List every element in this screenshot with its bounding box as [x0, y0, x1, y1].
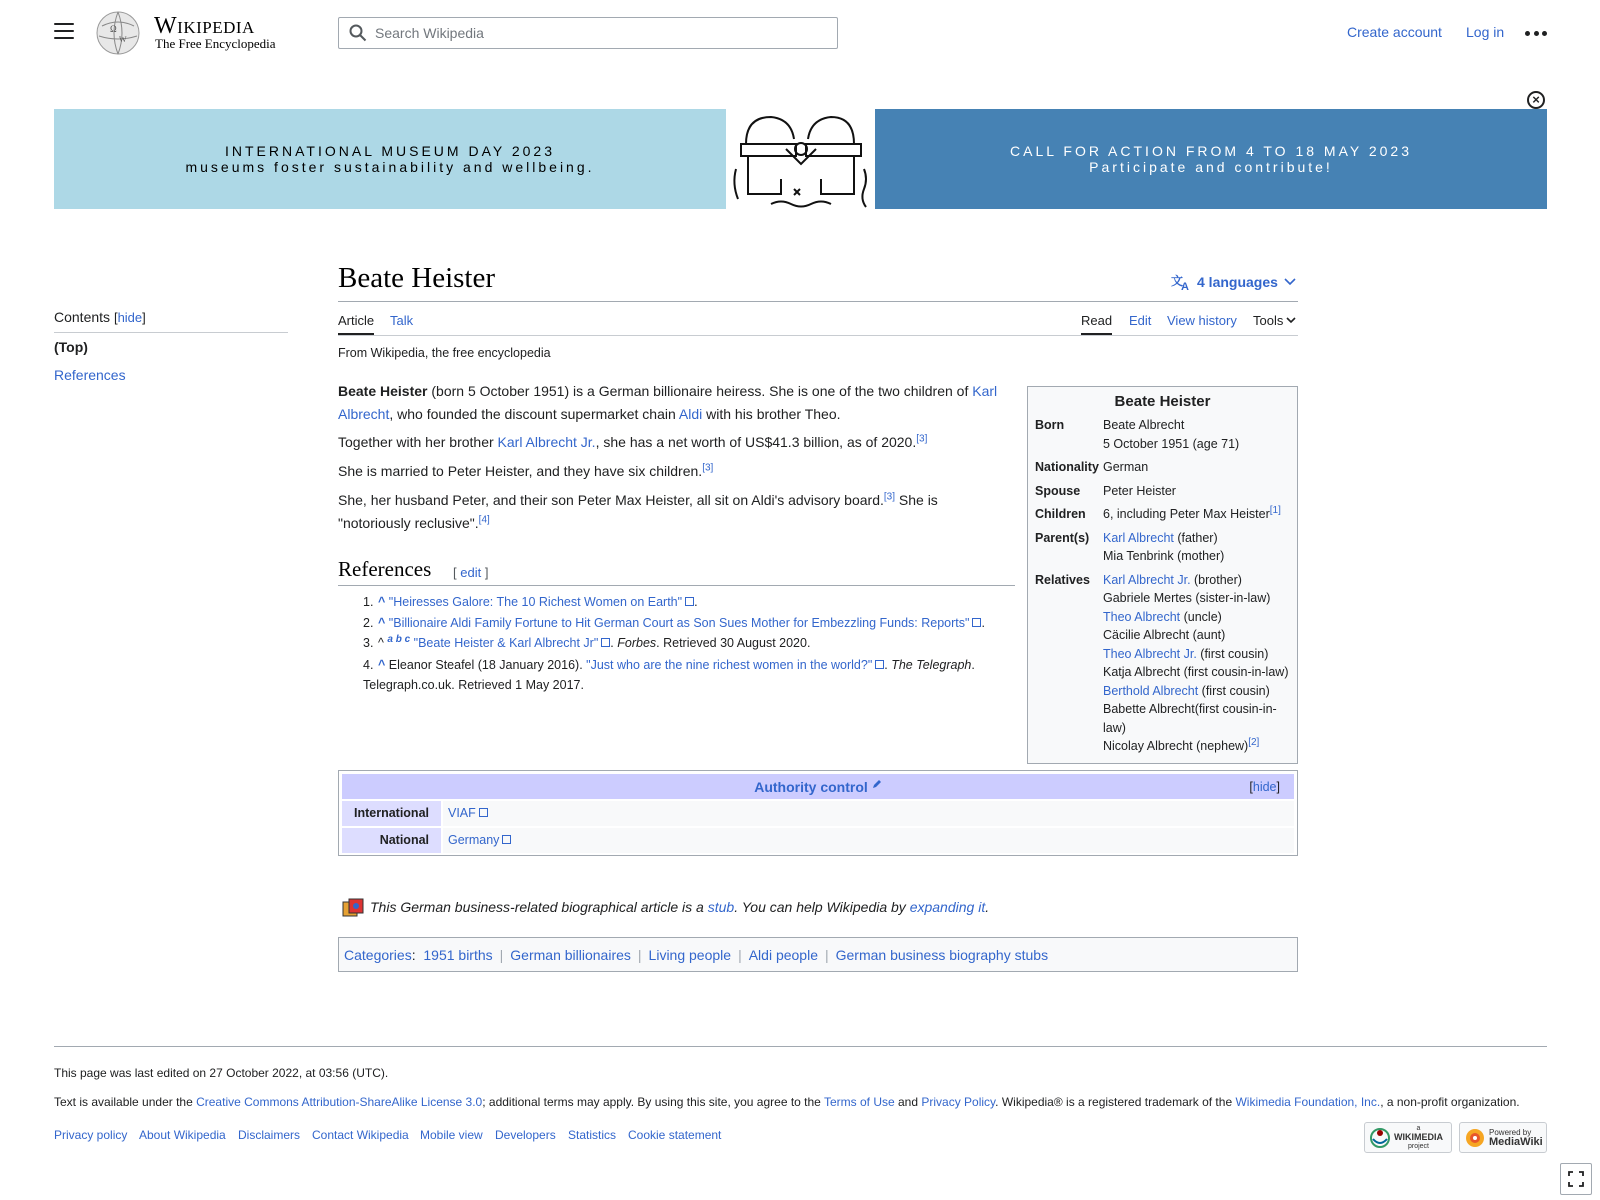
banner-right-line2: Participate and contribute!	[1089, 159, 1333, 175]
infobox-value: Mia Tenbrink (mother)	[1103, 549, 1225, 563]
footer-about-wikipedia[interactable]: About Wikipedia	[139, 1128, 226, 1142]
create-account-link[interactable]: Create account	[1347, 24, 1442, 40]
wikipedia-globe-logo[interactable]	[94, 10, 142, 56]
p1-text2: , who founded the discount supermarket chain	[389, 405, 679, 422]
paragraph-net-worth	[338, 431, 998, 454]
badge-text: Powered by	[1489, 1127, 1532, 1137]
infobox-value: Babette Albrecht(first cousin-in-law)	[1103, 702, 1277, 735]
p4-text1: She, her husband Peter, and their son Peter Max Heister, all sit on Aldi's advisory board.	[338, 492, 884, 508]
site-subtitle: From Wikipedia, the free encyclopedia	[338, 346, 551, 360]
reference-item	[363, 613, 1003, 633]
wikipedia-wordmark[interactable]: Wikipedia	[154, 13, 255, 39]
citation-4[interactable]: [4]	[478, 513, 490, 525]
license-text: and	[894, 1095, 922, 1109]
link-karl-albrecht-jr[interactable]: Karl Albrecht Jr.	[1103, 572, 1191, 587]
infobox-row-relatives	[1035, 571, 1290, 756]
svg-text:文: 文	[1171, 274, 1184, 288]
external-link-icon	[972, 618, 981, 627]
banner-left-line2: museums foster sustainability and wellbeing.	[185, 159, 595, 175]
link-karl-albrecht[interactable]: Karl Albrecht	[338, 383, 998, 422]
banner-close-icon[interactable]: ×	[1527, 91, 1545, 109]
ref-publisher: The Telegraph	[891, 658, 972, 672]
footer-contact-wikipedia[interactable]: Contact Wikipedia	[312, 1128, 409, 1142]
infobox-label: Born	[1035, 418, 1065, 432]
ref-link[interactable]: "Beate Heister & Karl Albrecht Jr"	[413, 636, 599, 650]
tab-view-history[interactable]: View history	[1167, 313, 1237, 328]
ref-publisher: Forbes	[617, 636, 657, 650]
privacy-policy-link[interactable]: Privacy Policy	[921, 1095, 996, 1109]
external-link-icon	[875, 660, 884, 669]
stub-text3: .	[985, 899, 990, 915]
ref-number: 1.	[363, 595, 374, 609]
germany-link[interactable]: Germany	[448, 833, 500, 847]
license-notice	[54, 1095, 1547, 1109]
banner-call-for-action[interactable]	[875, 109, 1547, 209]
wikimedia-foundation-link[interactable]: Wikimedia Foundation, Inc.	[1235, 1095, 1381, 1109]
ref-caret: ^	[378, 636, 384, 650]
license-text: Text is available under the	[54, 1095, 197, 1109]
authority-row-national	[342, 828, 1294, 853]
ref-after: .	[694, 595, 698, 609]
title-divider	[338, 301, 1298, 302]
ref-number: 4.	[363, 658, 374, 672]
license-text: , a non-profit organization.	[1380, 1095, 1520, 1109]
ref-before: Eleanor Steafel (18 January 2016).	[388, 658, 587, 672]
translate-icon	[1171, 273, 1191, 291]
p2-text1: Together with her brother	[338, 434, 498, 450]
business-stub-icon	[342, 898, 364, 918]
svg-text:A: A	[1181, 281, 1189, 291]
subject-name: Beate Heister	[338, 383, 428, 399]
mediawiki-logo-icon	[1464, 1127, 1486, 1149]
ref-link[interactable]: "Billionaire Aldi Family Fortune to Hit German Court as Son Sues Mother for Embezzling Funds: Reports"	[388, 616, 970, 630]
reference-item: 4. ^ Eleanor Steafel (18 January 2016). "Just who are the nine richest women in the world?" . The Telegraph. Telegraph.co.uk. Retrieved 1 May 2017.	[363, 655, 1003, 695]
banner-right-line1: CALL FOR ACTION FROM 4 TO 18 MAY 2023	[1010, 143, 1412, 159]
link-aldi[interactable]: Aldi	[678, 405, 703, 422]
infobox-row-spouse	[1035, 482, 1290, 501]
authority-hide: [hide]	[1249, 779, 1280, 794]
stub-link[interactable]: stub	[707, 899, 735, 915]
external-link-icon	[601, 638, 610, 647]
infobox-value: (first cousin)	[1198, 683, 1270, 698]
infobox-value: Gabriele Mertes (sister-in-law)	[1103, 591, 1271, 605]
tab-article[interactable]: Article	[338, 313, 375, 328]
language-count: 4 languages	[1197, 274, 1278, 290]
infobox-row-nationality	[1035, 458, 1290, 477]
stub-text1: This German business-related biographical article is a	[370, 899, 708, 915]
wikipedia-tagline: The Free Encyclopedia	[155, 36, 276, 51]
footer-mobile-view[interactable]: Mobile view	[420, 1128, 483, 1142]
footer-disclaimers[interactable]: Disclaimers	[238, 1128, 301, 1142]
powered-by-mediawiki-badge[interactable]	[1459, 1122, 1547, 1153]
banner-museum-day[interactable]	[54, 109, 726, 209]
tab-edit[interactable]: Edit	[1129, 313, 1152, 328]
search-icon	[349, 24, 367, 42]
citation-3[interactable]: [3]	[702, 462, 714, 474]
expanding-it-link[interactable]: expanding it	[909, 899, 986, 915]
language-button[interactable]	[1171, 273, 1296, 291]
banner-illustration	[726, 109, 875, 209]
footer-divider	[54, 1046, 1547, 1047]
paragraph-board	[338, 489, 998, 534]
authority-label: International	[342, 801, 441, 826]
ref-link[interactable]: "Just who are the nine richest women in the world?"	[586, 658, 873, 672]
stub-notice	[370, 899, 989, 915]
p3-text1: She is married to Peter Heister, and they have six children.	[338, 463, 703, 479]
ref-backlink[interactable]: ^	[378, 616, 386, 630]
tabs-divider	[338, 335, 1298, 336]
external-link-icon	[479, 808, 488, 817]
infobox	[1027, 386, 1298, 764]
references-edit: [ edit ]	[453, 565, 489, 580]
footer-developers[interactable]: Developers	[495, 1128, 556, 1142]
tab-tools[interactable]	[1253, 313, 1296, 328]
footer-cookie-statement[interactable]: Cookie statement	[628, 1128, 722, 1142]
infobox-value: Katja Albrecht (first cousin-in-law)	[1103, 665, 1289, 679]
link-karl-albrecht-jr[interactable]: Karl Albrecht Jr.	[497, 434, 596, 450]
categories-box: Categories : 1951 births | German billionaires | Living people | Aldi people | German business biography stubs	[338, 937, 1298, 972]
infobox-value: 5 October 1951 (age 71)	[1103, 436, 1240, 451]
category-link[interactable]: German billionaires	[510, 946, 631, 963]
citation-3[interactable]: [3]	[883, 491, 895, 503]
toc-item-references[interactable]: References	[54, 367, 126, 383]
category-link[interactable]: Aldi people	[748, 946, 818, 963]
reference-item	[363, 592, 1003, 612]
infobox-value: 6, including Peter Max Heister	[1103, 507, 1270, 521]
ref-after: . Retrieved 30 August 2020.	[656, 636, 811, 650]
more-options-icon[interactable]	[1525, 24, 1547, 42]
authority-label: National	[342, 828, 441, 853]
p2-text2: , she has a net worth of US$41.3 billion, as of 2020.	[595, 434, 917, 450]
ref-backlinks-abc[interactable]: a b c	[387, 633, 411, 645]
lead-paragraph	[338, 380, 998, 425]
authority-row-international	[342, 801, 1294, 826]
link-theo-albrecht[interactable]: Theo Albrecht	[1103, 609, 1181, 624]
last-edited: This page was last edited on 27 October 2022, at 03:56 (UTC).	[54, 1066, 389, 1080]
infobox-title: Beate Heister	[1114, 393, 1211, 410]
category-link[interactable]: German business biography stubs	[835, 946, 1049, 963]
external-link-icon	[502, 835, 511, 844]
authority-control-header	[342, 774, 1294, 799]
toc-item-top[interactable]: (Top)	[54, 339, 88, 355]
category-link[interactable]: 1951 births	[423, 946, 493, 963]
main-menu-button[interactable]	[54, 23, 74, 41]
infobox-row-children	[1035, 505, 1290, 524]
link-berthold-albrecht[interactable]: Berthold Albrecht	[1103, 683, 1199, 698]
infobox-label: Parent(s)	[1035, 530, 1090, 545]
chevron-down-icon	[1284, 278, 1296, 286]
badge-text: MediaWiki	[1489, 1135, 1543, 1148]
authority-control-link[interactable]: Authority control	[754, 778, 868, 795]
toc-title-label: Contents	[54, 309, 111, 325]
citation-1[interactable]: [1]	[1269, 504, 1281, 516]
infobox-value: (father)	[1173, 530, 1218, 545]
infobox-value: (uncle)	[1180, 609, 1222, 624]
page-title: Beate Heister	[338, 262, 496, 294]
ref-backlink[interactable]: ^	[378, 658, 386, 672]
wikimedia-logo-icon	[1369, 1127, 1391, 1149]
search-input[interactable]	[375, 25, 815, 41]
license-text: . Wikipedia® is a registered trademark of the	[995, 1095, 1236, 1109]
infobox-row-parents	[1035, 529, 1290, 566]
infobox-value: Cäcilie Albrecht (aunt)	[1103, 628, 1226, 642]
infobox-value: (first cousin)	[1196, 646, 1269, 661]
ref-backlink[interactable]: ^	[378, 595, 386, 609]
toc-title: Contents [hide]	[54, 309, 146, 325]
footer-privacy-policy[interactable]: Privacy policy	[54, 1128, 128, 1142]
badge-text: WIKIMEDIA	[1394, 1132, 1443, 1142]
expand-icon	[1568, 1171, 1584, 1187]
ref-number: 2.	[363, 616, 374, 630]
citation-3[interactable]: [3]	[916, 433, 928, 445]
ref-after: . Telegraph.co.uk. Retrieved 1 May 2017.	[363, 658, 975, 692]
link-theo-albrecht-jr[interactable]: Theo Albrecht Jr.	[1103, 646, 1197, 661]
p1-text1: (born 5 October 1951) is a German billionaire heiress. She is one of the two children of	[427, 383, 973, 399]
toggle-width-button[interactable]	[1560, 1163, 1592, 1195]
infobox-value: German	[1103, 460, 1149, 474]
tab-read[interactable]: Read	[1081, 313, 1113, 328]
references-heading: References	[338, 557, 432, 581]
infobox-value: (brother)	[1190, 572, 1242, 587]
reference-item: 3. ^ $^{a b c}$ "Beate Heister & Karl Albrecht Jr" . Forbes. Retrieved 30 August 2020.	[363, 633, 1003, 653]
authority-hide-link[interactable]: hide	[1252, 779, 1277, 794]
stub-text2: . You can help Wikipedia by	[734, 899, 910, 915]
external-link-icon	[685, 597, 694, 606]
authority-control-box	[338, 770, 1298, 856]
footer-statistics[interactable]: Statistics	[568, 1128, 617, 1142]
tools-label: Tools	[1253, 313, 1284, 328]
references-divider	[338, 585, 1015, 586]
toc-divider	[54, 332, 288, 333]
ref-number: 3.	[363, 636, 374, 650]
references-edit-link[interactable]: edit	[460, 565, 482, 580]
citation-2[interactable]: [2]	[1248, 736, 1260, 748]
infobox-label: Children	[1035, 507, 1086, 521]
ref-link[interactable]: "Heiresses Galore: The 10 Richest Women on Earth"	[388, 595, 683, 609]
tab-talk[interactable]: Talk	[390, 313, 414, 328]
p1-text3: with his brother Theo.	[702, 405, 841, 422]
search-box[interactable]	[338, 17, 838, 49]
infobox-value: Peter Heister	[1103, 483, 1176, 498]
banner-left-line1: INTERNATIONAL MUSEUM DAY 2023	[225, 143, 555, 159]
pencil-icon[interactable]	[872, 779, 882, 789]
category-link[interactable]: Living people	[648, 946, 732, 963]
categories-label-link[interactable]: Categories	[344, 946, 412, 963]
p4-text2: She is "notoriously reclusive".	[338, 492, 938, 531]
license-text: ; additional terms may apply. By using this site, you agree to the	[482, 1095, 824, 1109]
infobox-label: Nationality	[1035, 460, 1099, 474]
wikimedia-project-badge[interactable]	[1364, 1122, 1452, 1153]
paragraph-marriage	[338, 460, 998, 483]
svg-text:W: W	[119, 35, 127, 44]
link-karl-albrecht[interactable]: Karl Albrecht	[1103, 530, 1174, 545]
ref-after: .	[981, 616, 985, 630]
terms-of-use-link[interactable]: Terms of Use	[823, 1095, 895, 1109]
infobox-value: Nicolay Albrecht (nephew)	[1103, 739, 1249, 753]
log-in-link[interactable]: Log in	[1466, 24, 1505, 40]
chevron-down-icon	[1286, 317, 1296, 324]
infobox-row-born	[1035, 416, 1290, 453]
toc-hide-link[interactable]: hide	[117, 310, 143, 325]
svg-text:Ω: Ω	[110, 24, 117, 34]
viaf-link[interactable]: VIAF	[448, 806, 476, 820]
cc-license-link[interactable]: Creative Commons Attribution-ShareAlike License 3.0	[196, 1095, 483, 1109]
badge-text: project	[1407, 1143, 1429, 1150]
infobox-value: Beate Albrecht	[1103, 418, 1185, 432]
badge-text: a	[1416, 1125, 1421, 1132]
infobox-label: Relatives	[1035, 572, 1090, 587]
infobox-label: Spouse	[1035, 483, 1081, 498]
